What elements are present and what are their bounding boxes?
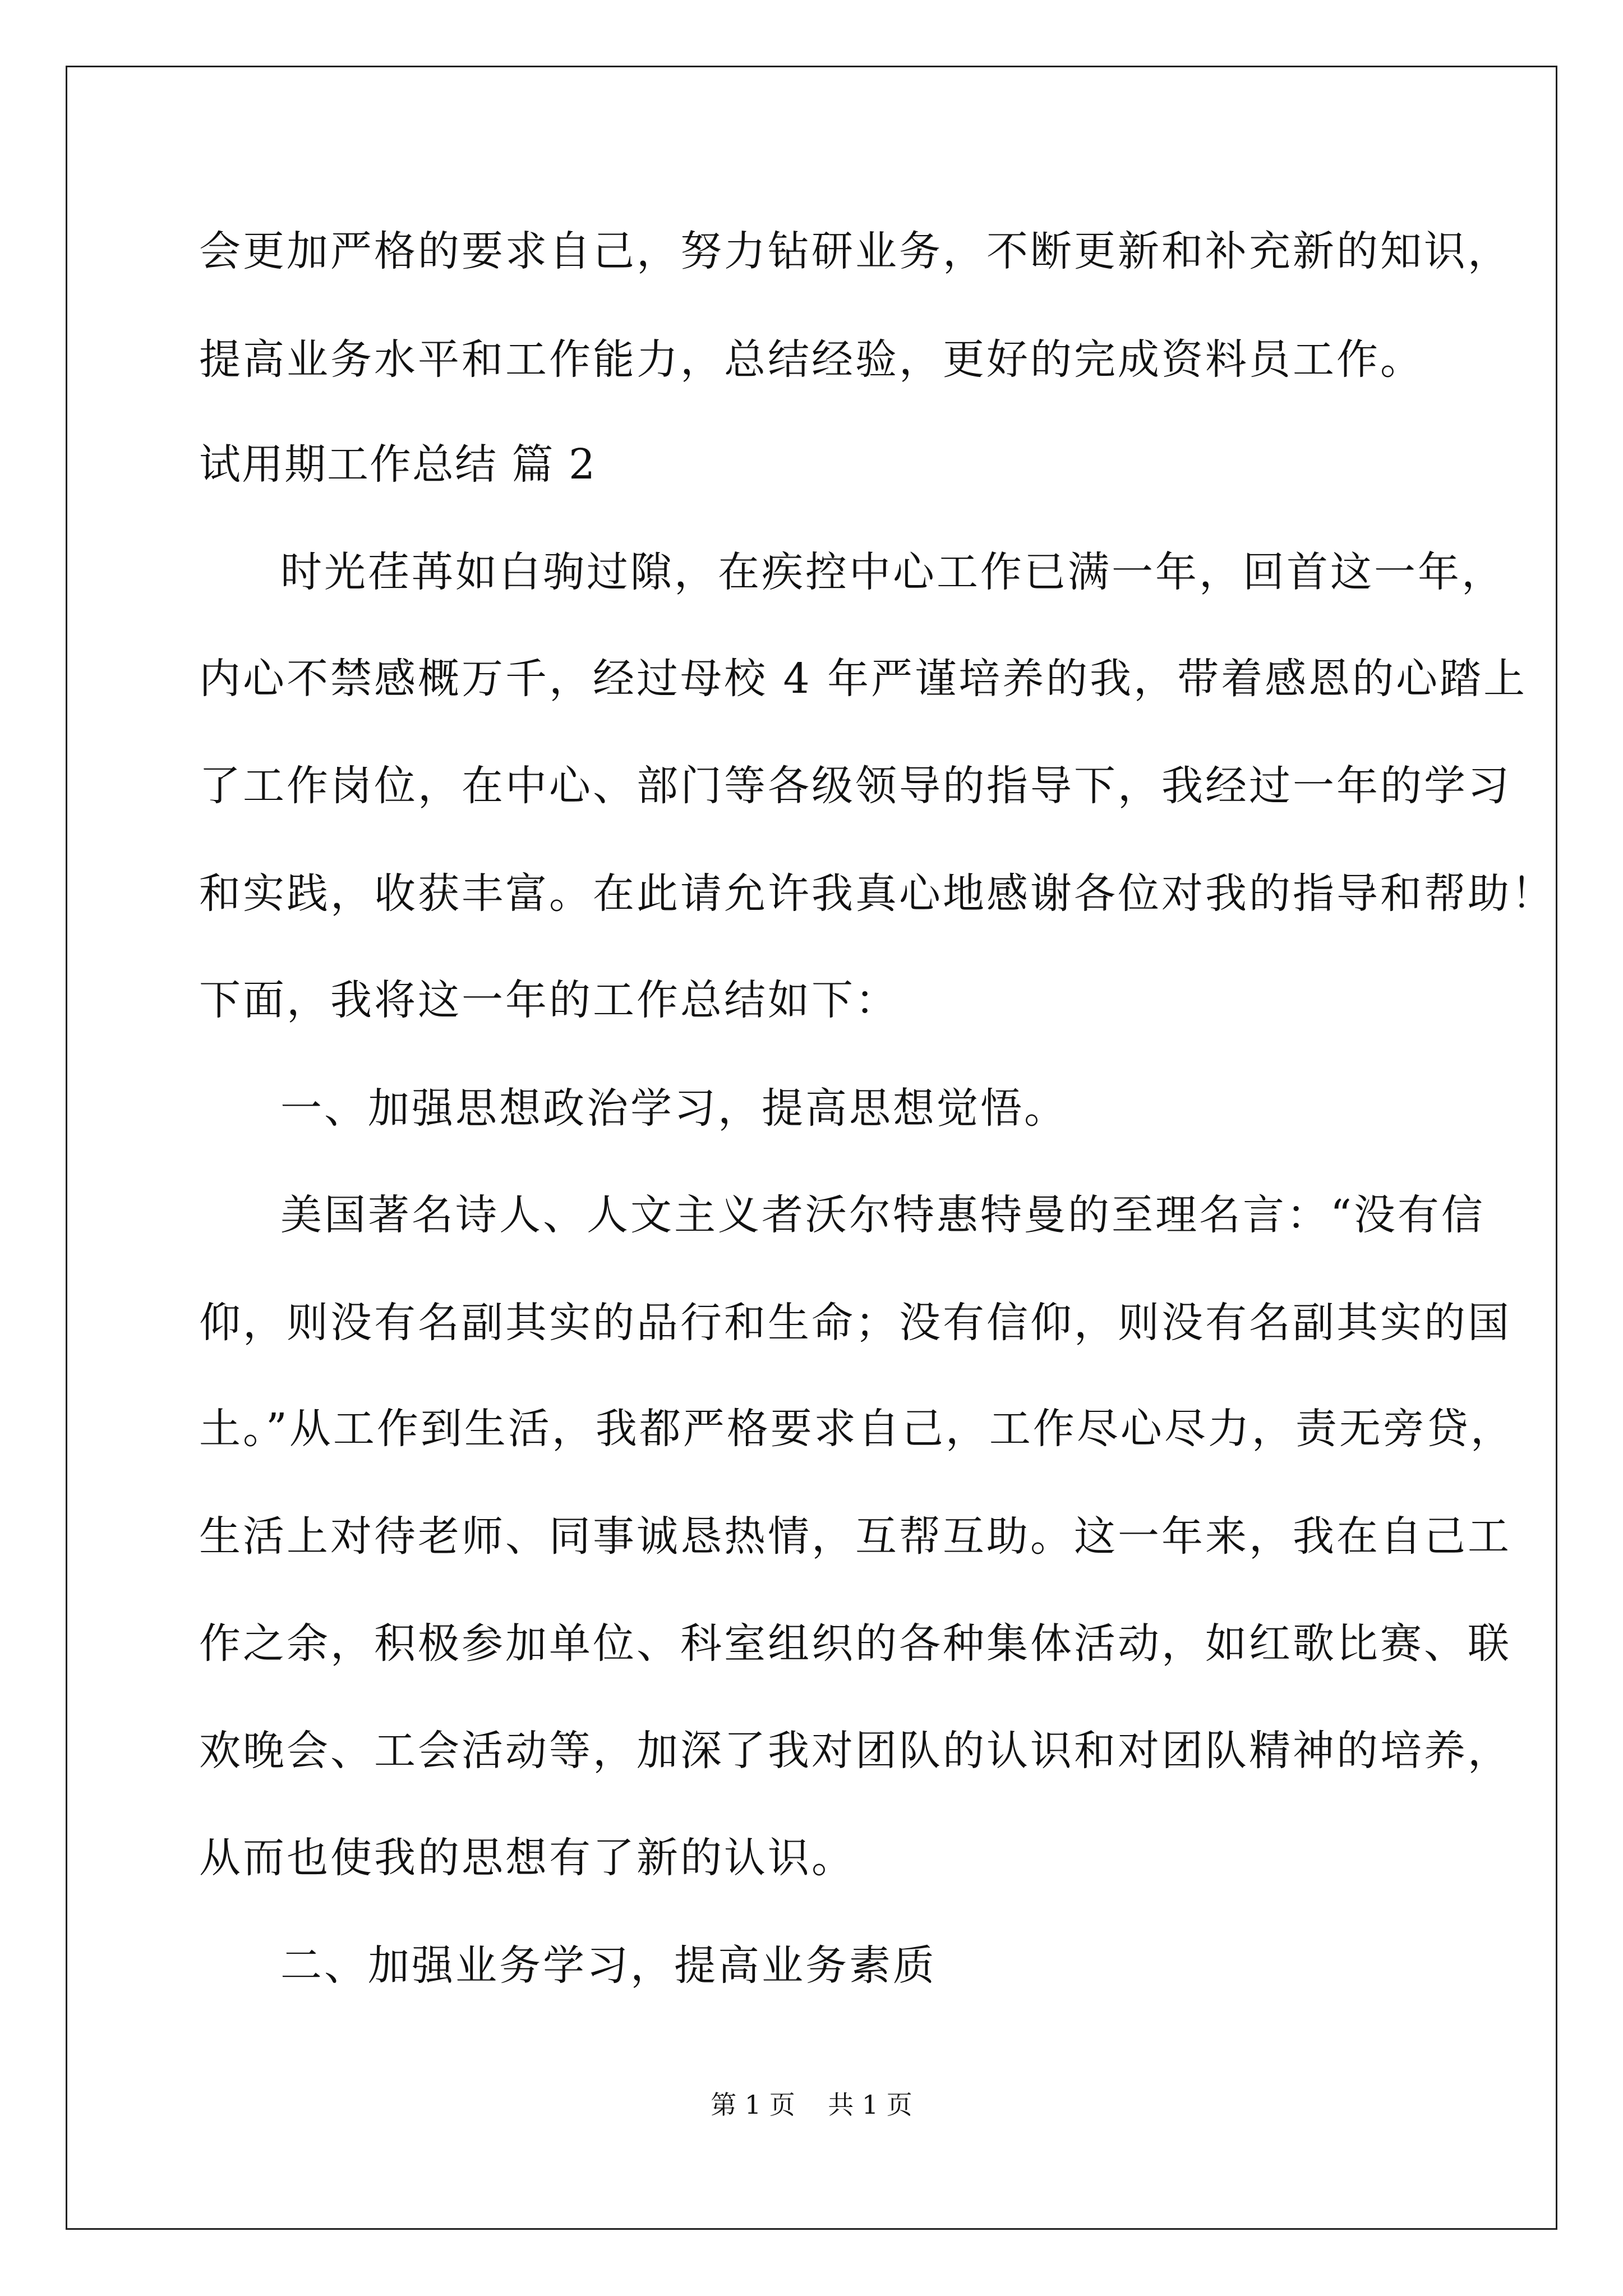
body-line-15: 欢晚会、工会活动等，加深了我对团队的认识和对团队精神的培养， [199,1727,1511,1775]
body-line-6: 了工作岗位，在中心、部门等各级领导的指导下，我经过一年的学习 [199,762,1511,810]
body-line-13: 生活上对待老师、同事诚恳热情，互帮互助。这一年来，我在自己工 [199,1512,1511,1561]
body-line-7: 和实践，收获丰富。在此请允许我真心地感谢各位对我的指导和帮助！ [199,869,1555,918]
subheading-1: 一、加强思想政治学习，提高思想觉悟。 [280,1084,1068,1133]
body-line-11: 仰，则没有名副其实的品行和生命；没有信仰，则没有名副其实的国 [199,1299,1511,1347]
body-line-2: 提高业务水平和工作能力，总结经验，更好的完成资料员工作。 [199,335,1424,384]
body-line-16: 从而也使我的思想有了新的认识。 [199,1834,855,1882]
page-border [66,66,1557,2230]
page-number: 第 1 页 共 1 页 [711,2090,912,2120]
body-line-5: 内心不禁感概万千，经过母校 4 年严谨培养的我，带着感恩的心踏上 [199,655,1528,703]
subheading-2: 二、加强业务学习，提高业务素质 [280,1941,937,1990]
section-heading: 试用期工作总结 篇 2 [199,440,597,489]
body-line-1: 会更加严格的要求自己，努力钻研业务，不断更新和补充新的知识， [199,227,1511,275]
body-line-8: 下面，我将这一年的工作总结如下： [199,976,899,1024]
body-line-12: 土。”从工作到生活，我都严格要求自己，工作尽心尽力，责无旁贷， [199,1405,1514,1453]
body-line-10: 美国著名诗人、人文主义者沃尔特惠特曼的至理名言：“没有信 [280,1191,1485,1239]
body-line-4: 时光荏苒如白驹过隙，在疾控中心工作已满一年，回首这一年， [280,548,1505,596]
body-line-14: 作之余，积极参加单位、科室组织的各种集体活动，如红歌比赛、联 [199,1619,1511,1668]
